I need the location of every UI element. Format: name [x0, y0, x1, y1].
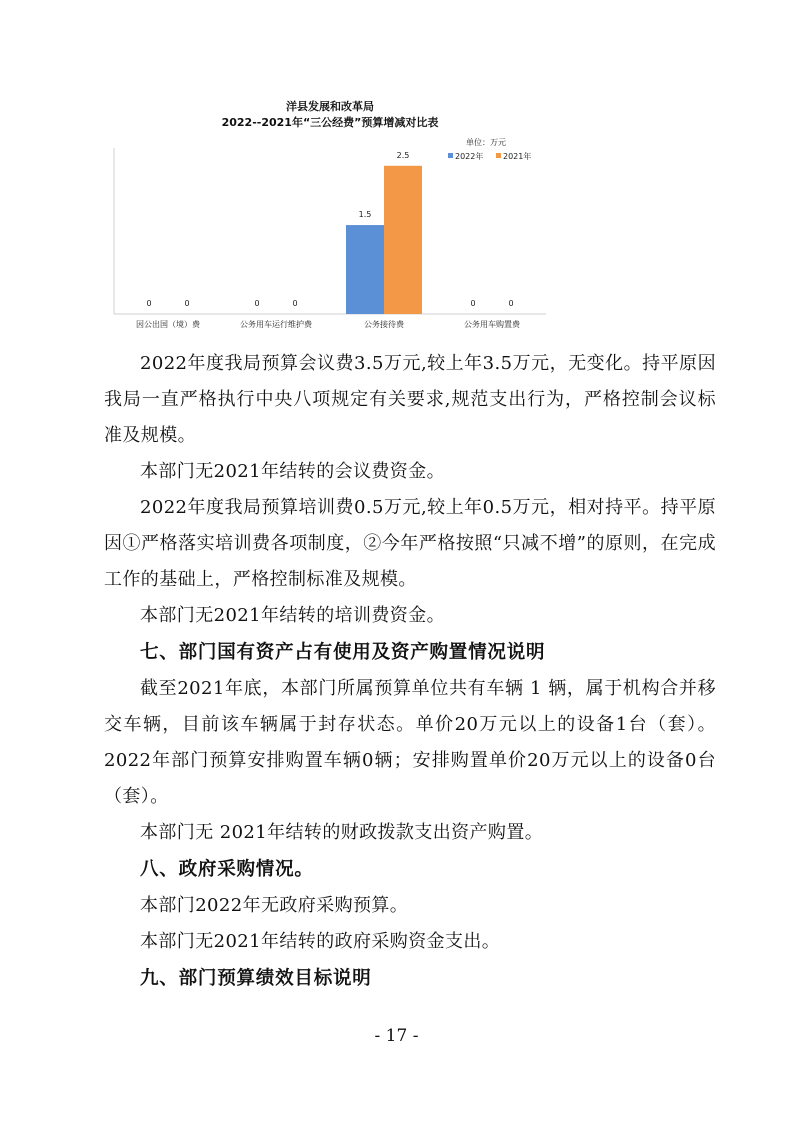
bar-value-label: 0 — [146, 299, 152, 308]
chart-svg — [110, 96, 550, 340]
body-paragraph: 本部门2022年无政府采购预算。 — [140, 895, 409, 916]
chart-value-labels — [146, 151, 513, 308]
category-label: 公务用车购置费 — [464, 320, 520, 329]
category-label: 因公出国（境）费 — [136, 320, 200, 329]
section-heading: 八、政府采购情况。 — [140, 859, 314, 880]
bar-series2 — [384, 166, 422, 314]
chart-title: 洋县发展和改革局 — [286, 100, 374, 113]
bar-value-label: 0 — [184, 299, 190, 308]
bar-value-label: 1.5 — [358, 210, 372, 220]
chart-unit-label: 单位：万元 — [466, 138, 506, 147]
legend-swatch — [496, 153, 501, 158]
body-paragraph: 本部门无2021年结转的政府采购资金支出。 — [140, 931, 501, 952]
body-paragraph: 2022年度我局预算会议费3.5万元,较上年3.5万元，无变化。持平原因我局一直严格执行中央八项规定有关要求,规范支出行为，严格控制会议标准及规模。 — [104, 353, 716, 446]
category-label: 公务接待费 — [364, 320, 404, 329]
body-paragraph: 截至2021年底，本部门所属预算单位共有车辆 1 辆，属于机构合并移交车辆，目前该车辆属于封存状态。单价20万元以上的设备1台（套）。2022年部门预算安排购置车辆0辆；安排购置单价20万元以上的设备0台（套）。 — [104, 678, 716, 807]
bar-value-label: 0 — [470, 299, 476, 308]
section-heading: 九、部门预算绩效目标说明 — [140, 968, 372, 989]
body-paragraph: 本部门无2021年结转的会议费资金。 — [140, 461, 446, 482]
bar-series1 — [346, 225, 384, 314]
body-paragraph: 本部门无2021年结转的培训费资金。 — [140, 605, 446, 626]
bar-value-label: 0 — [508, 299, 514, 308]
bar-value-label: 2.5 — [396, 150, 410, 160]
legend-label: 2022年 — [455, 152, 484, 161]
bar-value-label: 0 — [292, 299, 298, 308]
chart-legend — [448, 151, 531, 161]
legend-swatch — [448, 153, 453, 158]
section-heading: 七、部门国有资产占有使用及资产购置情况说明 — [140, 642, 546, 663]
budget-comparison-chart — [110, 96, 550, 340]
chart-category-labels — [136, 319, 521, 329]
chart-bars — [346, 166, 422, 314]
body-paragraph: 2022年度我局预算培训费0.5万元,较上年0.5万元，相对持平。持平原因①严格落实培训费各项制度，②今年严格按照“只减不增”的原则，在完成工作的基础上，严格控制标准及规模。 — [104, 497, 716, 590]
legend-label: 2021年 — [503, 152, 532, 161]
page-number: - 17 - — [374, 1026, 419, 1046]
bar-value-label: 0 — [254, 299, 260, 308]
document-body — [104, 346, 716, 997]
category-label: 公务用车运行维护费 — [240, 320, 312, 329]
body-paragraph: 本部门无 2021年结转的财政拨款支出资产购置。 — [140, 822, 544, 843]
chart-subtitle: 2022--2021年“三公经费”预算增减对比表 — [221, 116, 439, 129]
